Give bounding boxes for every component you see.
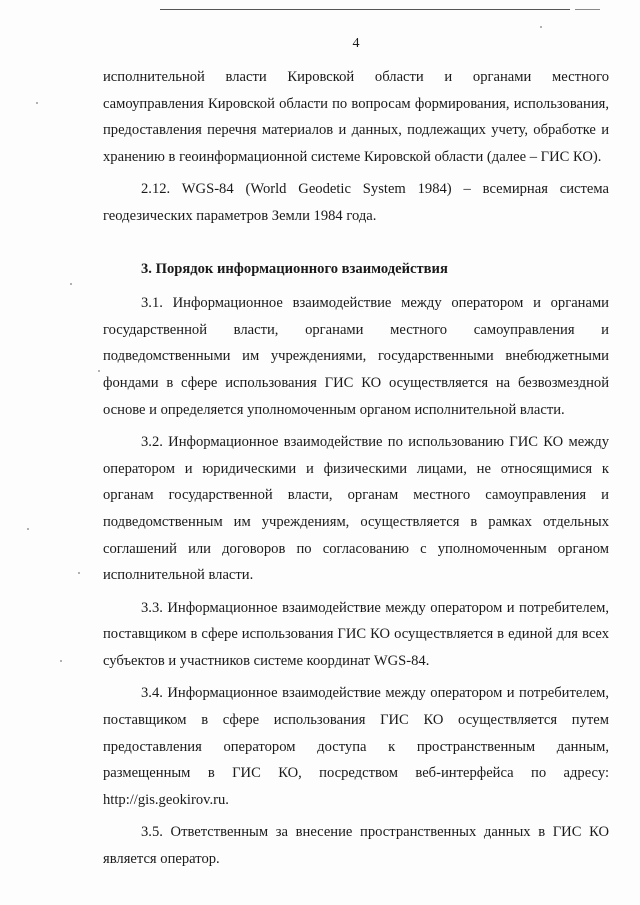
paragraph-3-2: 3.2. Информационное взаимодействие по использованию ГИС КО между оператором и юридическими и физическими лицами, не относящимися к органам государственной власти, органам местного самоуправления и подведомственным им учреждениям, осуществляется в рамках отдельных соглашений или договоров по согласованию с уполномоченным органом исполнительной власти. xyxy=(103,434,609,584)
top-rule-fragment xyxy=(575,9,600,10)
scan-speck xyxy=(78,572,80,574)
paragraph-2-12: 2.12. WGS-84 (World Geodetic System 1984) – всемирная система геодезических параметров Земли 1984 года. xyxy=(103,181,609,224)
scan-speck xyxy=(540,26,542,28)
section-heading-wrap xyxy=(103,248,609,291)
document-body xyxy=(103,64,609,873)
paragraph-3-1: 3.1. Информационное взаимодействие между оператором и органами государственной власти, органами местного самоуправления и подведомственными им учреждениями, государственными внебюджетными фондами в сфере использования ГИС КО осуществляется на безвозмездной основе и определяется уполномоченным органом исполнительной власти. xyxy=(103,295,609,418)
scan-speck xyxy=(60,660,62,662)
paragraph-3-3: 3.3. Информационное взаимодействие между оператором и потребителем, поставщиком в сфере использования ГИС КО осуществляется в единой для всех субъектов и участников системе координат WGS-84. xyxy=(103,599,609,669)
paragraph-3-4: 3.4. Информационное взаимодействие между оператором и потребителем, поставщиком в сфере использования ГИС КО осуществляется путем предоставления оператором доступа к пространственным данным, размещенным в ГИС КО, посредством веб-интерфейса по адресу: http://gis.geokirov.ru. xyxy=(103,685,609,808)
paragraph-3-5: 3.5. Ответственным за внесение пространственных данных в ГИС КО является оператор. xyxy=(103,824,609,868)
top-rule xyxy=(160,9,570,10)
page-number: 4 xyxy=(352,36,360,51)
scan-speck xyxy=(27,528,29,530)
paragraph-continuation: исполнительной власти Кировской области и органами местного самоуправления Кировской области по вопросам формирования, использования, предоставления перечня материалов и данных, подлежащих учету, обработке и хранению в геоинформационной системе Кировской области (далее – ГИС КО). xyxy=(103,69,609,165)
scan-speck xyxy=(70,283,72,285)
scan-speck xyxy=(36,102,38,104)
section-heading: 3. Порядок информационного взаимодействия xyxy=(141,260,448,277)
scan-speck xyxy=(98,370,100,372)
